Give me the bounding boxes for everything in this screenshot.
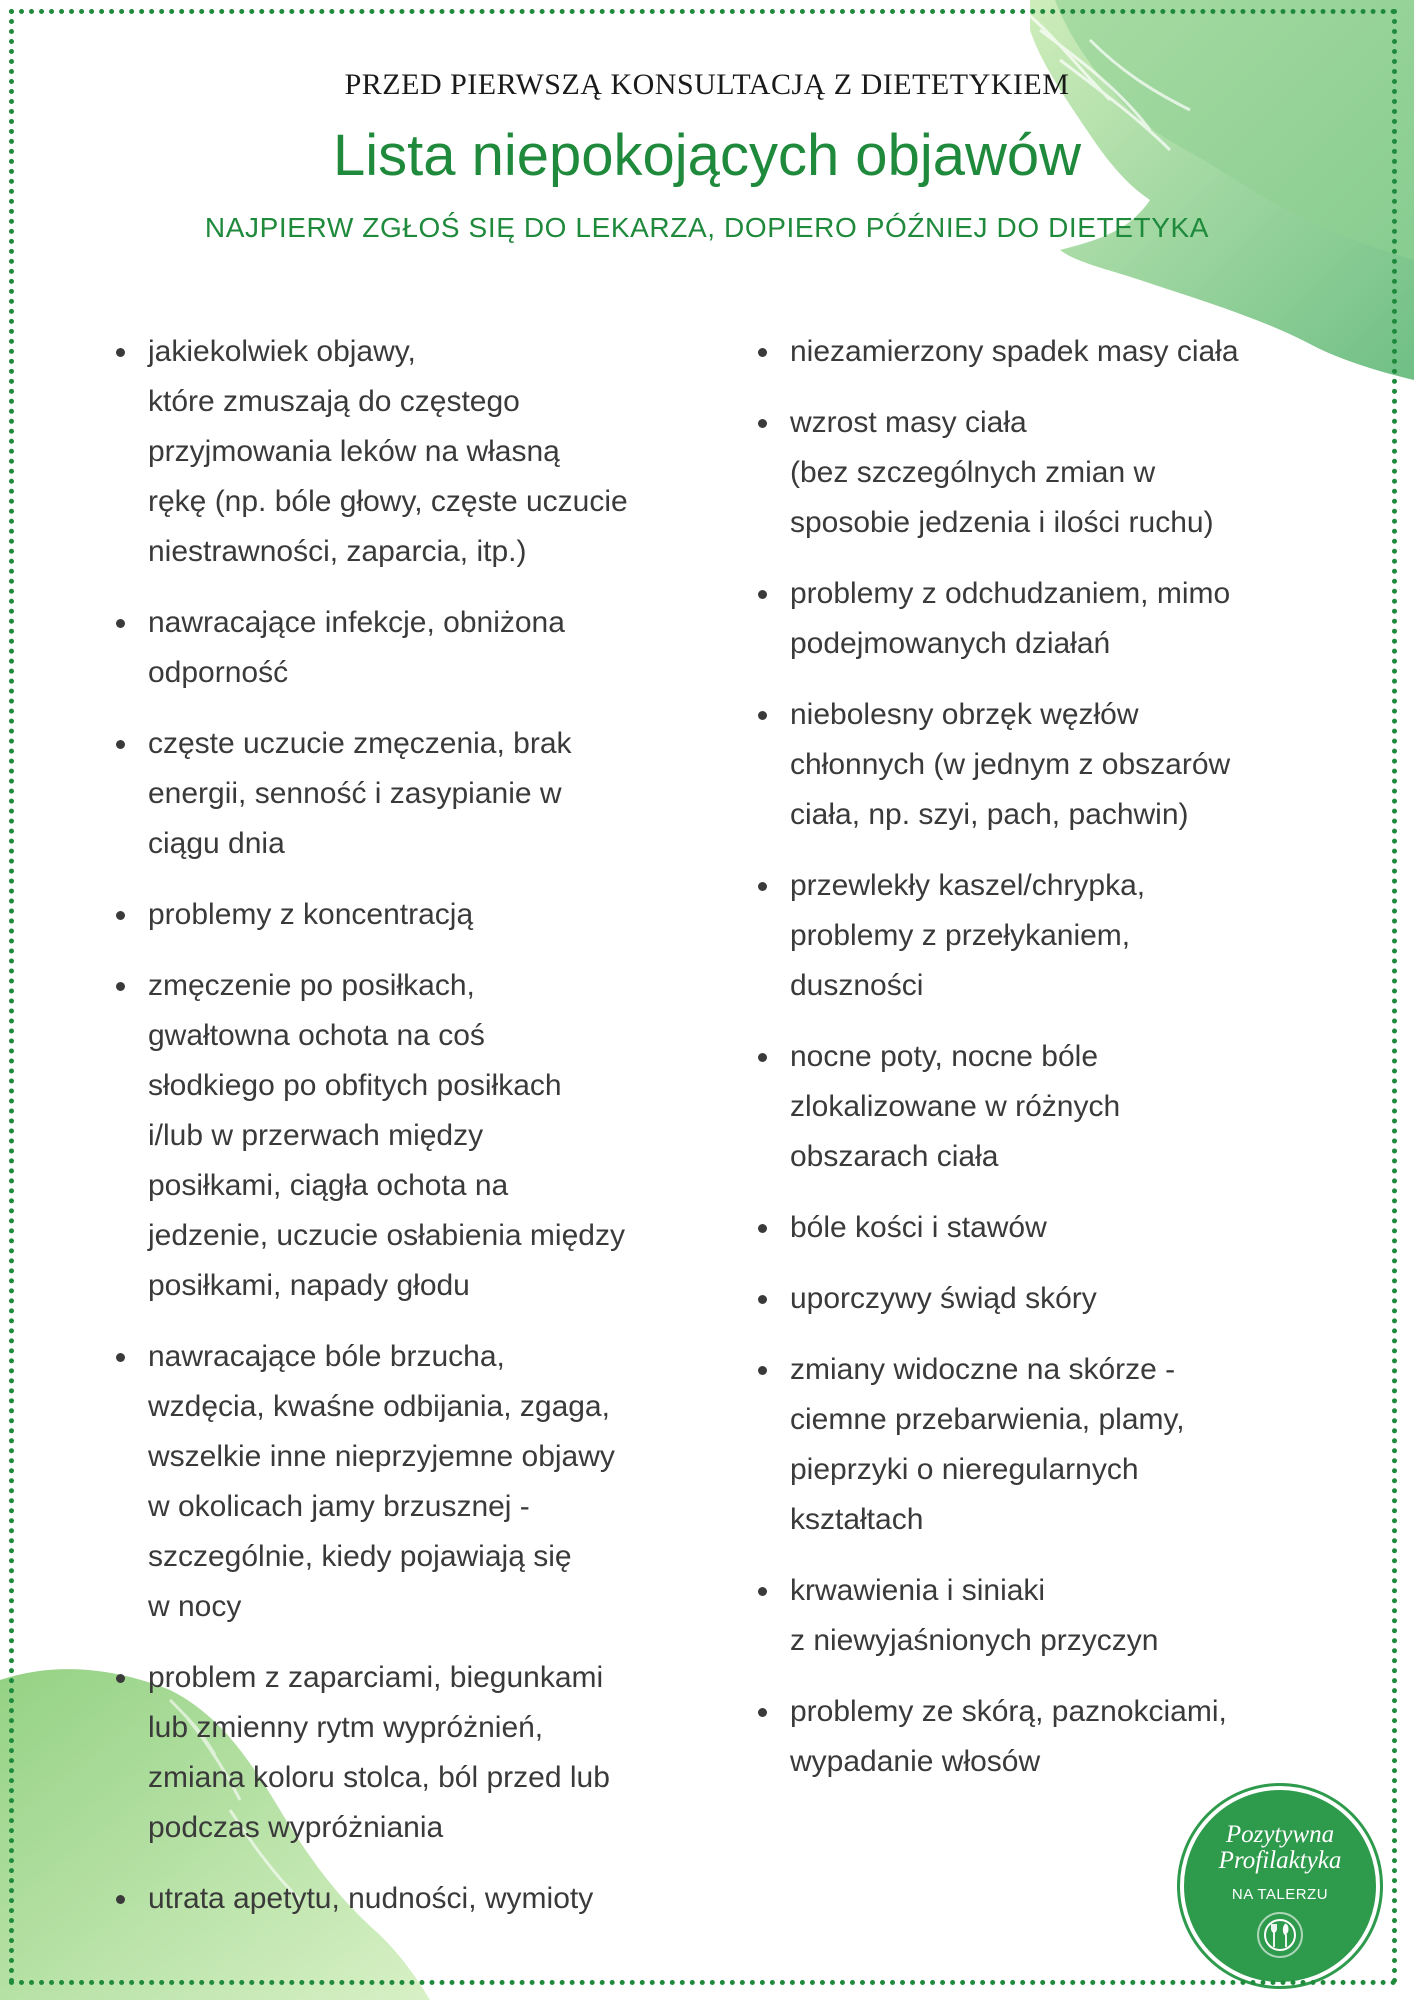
list-item-text: problemy z odchudzaniem, mimo podejmowanych działań [790, 577, 1231, 660]
list-item [116, 1653, 696, 1853]
list-item [758, 690, 1318, 840]
list-item [116, 890, 696, 940]
list-item-text: problemy ze skórą, paznokciami, wypadanie włosów [790, 1695, 1227, 1778]
page-title: Lista niepokojących objawów [333, 123, 1081, 188]
pretitle: PRZED PIERWSZĄ KONSULTACJĄ Z DIETETYKIEM [344, 68, 1070, 101]
list-item [116, 961, 696, 1311]
list-item-text: przewlekły kaszel/chrypka, problemy z przełykaniem, duszności [790, 869, 1146, 1002]
list-item [758, 398, 1318, 548]
list-item [758, 1203, 1318, 1253]
list-item-text: bóle kości i stawów [790, 1211, 1047, 1244]
page-subtitle: NAJPIERW ZGŁOŚ SIĘ DO LEKARZA, DOPIERO PÓŹNIEJ DO DIETETYKA [204, 212, 1210, 243]
list-item-text: uporczywy świąd skóry [790, 1282, 1097, 1315]
list-item-text: częste uczucie zmęczenia, brak energii, senność i zasypianie w ciągu dnia [148, 727, 572, 860]
list-item-text: nawracające infekcje, obniżona odporność [148, 606, 565, 689]
list-item [758, 1687, 1318, 1787]
list-item-text: zmiany widoczne na skórze - ciemne przebarwienia, plamy, pieprzyki o nieregularnych kształtach [790, 1353, 1185, 1536]
list-item-text: problemy z koncentracją [148, 898, 474, 931]
list-item-text: nocne poty, nocne bóle zlokalizowane w różnych obszarach ciała [790, 1040, 1121, 1173]
plate-cutlery-icon [1255, 1910, 1305, 1960]
list-item-text: nawracające bóle brzucha, wzdęcia, kwaśne odbijania, zgaga, wszelkie inne nieprzyjemne objawy w okolicach jamy brzusznej - szczególnie, kiedy pojawiają się w nocy [148, 1340, 615, 1623]
list-item-text: krwawienia i siniaki z niewyjaśnionych przyczyn [790, 1574, 1159, 1657]
list-item-text: utrata apetytu, nudności, wymioty [148, 1882, 594, 1915]
list-item [116, 327, 696, 577]
symptom-list-right [758, 327, 1318, 1808]
list-item [758, 327, 1318, 377]
list-item [116, 1874, 696, 1924]
list-item [116, 598, 696, 698]
list-item [758, 861, 1318, 1011]
list-item [758, 1032, 1318, 1182]
brand-logo [1180, 1786, 1380, 1986]
list-item-text: niebolesny obrzęk węzłów chłonnych (w jednym z obszarów ciała, np. szyi, pach, pachwin) [790, 698, 1231, 831]
list-item-text: zmęczenie po posiłkach, gwałtowna ochota na coś słodkiego po obfitych posiłkach i/lub w przerwach między posiłkami, ciągła ochota na jedzenie, uczucie osłabienia między posiłkami, napady głodu [148, 969, 625, 1302]
list-item-text: jakiekolwiek objawy, które zmuszają do częstego przyjmowania leków na własną rękę (np. bóle głowy, częste uczucie niestrawności, zaparcia, itp.) [148, 335, 628, 568]
list-item [758, 569, 1318, 669]
list-item-text: problem z zaparciami, biegunkami lub zmienny rytm wypróżnień, zmiana koloru stolca, ból przed lub podczas wypróżniania [148, 1661, 610, 1844]
list-item [758, 1566, 1318, 1666]
logo-text-line3: NA TALERZU [1231, 1886, 1329, 1903]
list-item [116, 719, 696, 869]
list-item [758, 1345, 1318, 1545]
list-item [758, 1274, 1318, 1324]
symptom-list-left [116, 327, 696, 1945]
logo-text-line2: Profilaktyka [1218, 1847, 1342, 1874]
list-item [116, 1332, 696, 1632]
list-item-text: niezamierzony spadek masy ciała [790, 335, 1239, 368]
logo-text-line1: Pozytywna [1225, 1821, 1335, 1848]
list-item-text: wzrost masy ciała (bez szczególnych zmian w sposobie jedzenia i ilości ruchu) [790, 406, 1214, 539]
